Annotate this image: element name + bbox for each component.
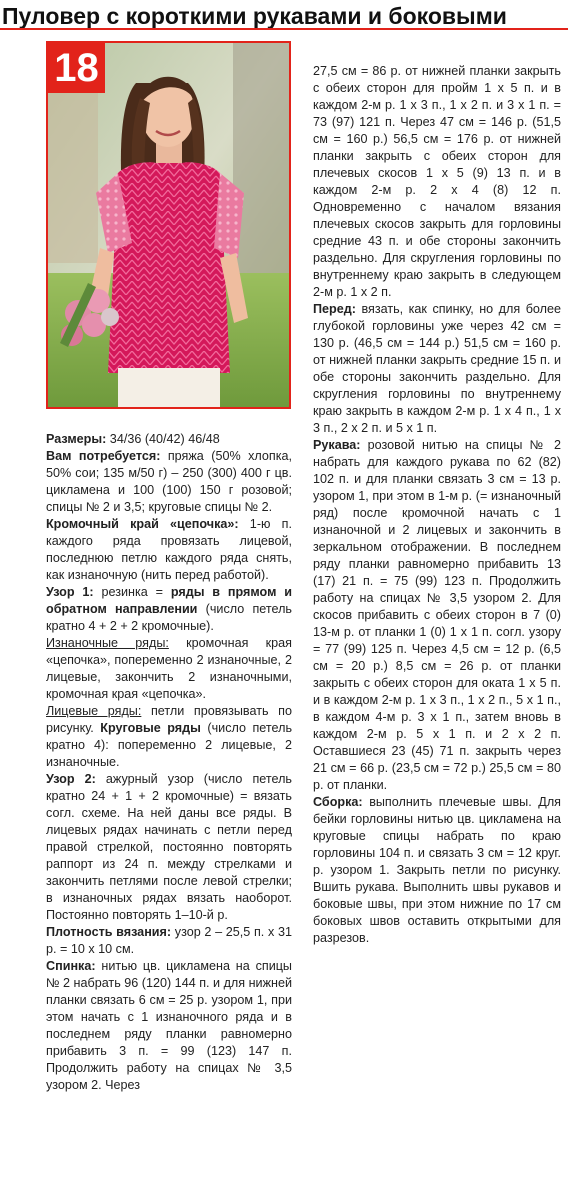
page-title: Пуловер с короткими рукавами и боковыми [0, 0, 568, 30]
front-paragraph: Перед: вязать, как спинку, но для более глубокой горловины уже через 42 см = 130 р. (46,5 см = 144 р.) 51,5 см = 160 р. от нижней планки закрыть средние 15 п. и обе стороны закончить раздельно. Для скругления горловины по внутреннему краю закрыть в каждом 2-м р. 1 х 4 п., 1 х 3 п., 2 х 2 п. и 5 х 1 п. [313, 302, 561, 435]
pattern-number-badge: 18 [48, 43, 105, 93]
pattern-1-paragraph: Узор 1: резинка = ряды в прямом и обратном направлении (число петель кратно 4 + 2 + 2 кромочные). [46, 585, 292, 633]
pattern-2-paragraph: Узор 2: ажурный узор (число петель кратно 24 + 1 + 2 кромочные) = вязать согл. схеме. На ней даны все ряды. В лицевых рядах начинать с петли перед правой стрелкой, постоянно повторять раппорт из 24 п. между стрелками и закончить петлями после левой стрелки; в изнаночных рядах вязать наоборот. Постоянно повторять 1–10-й р. [46, 772, 292, 922]
back-continued-paragraph: 27,5 см = 86 р. от нижней планки закрыть с обеих сторон для пройм 1 х 5 п. и в каждом 2-м р. 1 х 3 п., 1 х 2 п. и 3 х 1 п. = 73 (97) 121 п. Через 47 см = 146 р. (51,5 см = 160 р.) 56,5 см = 176 р. от нижней планки закрыть с обеих сторон для плечевых скосов 1 х 5 (9) 13 п. и в каждом 2-м р. 2 х 4 (8) 12 п. Одновременно с началом вязания плечевых скосов закрыть для горловины средние 43 п. и обе стороны закончить раздельно. Для скругления горловины по внутреннему краю закрыть в следующем 2-м р. 1 х 2 п. [313, 64, 561, 299]
knit-rows-paragraph: Лицевые ряды: петли провязывать по рисунку. Круговые ряды (число петель кратно 4): попеременно 2 лицевые, 2 изнаночные. [46, 704, 293, 769]
edge-stitch-paragraph: Кромочный край «цепочка»: 1-ю п. каждого ряда провязать лицевой, последнюю петлю каждого ряда снять, как изнаночную (нить перед работой). [46, 517, 292, 582]
purl-rows-paragraph: Изнаночные ряды: кромочная края «цепочка», попеременно 2 изнаночные, 2 лицевые, закончить 2 изнаночными, кромочная края «цепочка». [46, 636, 292, 701]
right-text-column [313, 63, 561, 947]
materials-paragraph: Вам потребуется: пряжа (50% хлопка, 50% сои; 135 м/50 г) – 250 (300) 400 г цв. цикламена и 100 (100) 150 г розовой; спицы № 2 и 3,5; круговые спицы № 2. [46, 449, 293, 514]
back-paragraph: Спинка: нитью цв. цикламена на спицы № 2 набрать 96 (120) 144 п. и для нижней планки связать 6 см = 25 р. узором 1, при этом начать с 1 изнаночного ряда и в последнем ряду планки равномерно прибавить 3 п. = 99 (123) 147 п. Продолжить работу на спицах № 3,5 узором 2. Через [46, 959, 292, 1092]
gauge-paragraph: Плотность вязания: узор 2 – 25,5 п. х 31 р. = 10 х 10 см. [46, 925, 292, 956]
assembly-paragraph: Сборка: выполнить плечевые швы. Для бейки горловины нитью цв. цикламена на круговые спицы набрать по краю горловины 104 п. и связать 3 см = 12 круг. р. узором 1. Закрыть петли по рисунку. Вшить рукава. Выполнить швы рукавов и боковые швы, при этом нижние по 17 см боковых швов оставить открытыми для разрезов. [313, 795, 561, 945]
left-text-column [46, 431, 292, 1094]
sleeves-paragraph: Рукава: розовой нитью на спицы № 2 набрать для каждого рукава по 62 (82) 102 п. и для планки связать 3 см = 13 р. узором 1, при этом в 1-м р. (= изнаночный ряд) после кромочной начать с 1 изнаночной и 2 лицевых и закончить в зеркальном отображении. В последнем ряду планки равномерно прибавить 13 (17) 21 п. = 75 (99) 123 п. Продолжить работу на спицах № 3,5 узором 2. Для скосов прибавить с обеих сторон в 7 (0) 13-м р. от планки 1 (0) 1 х 1 п. согл. узору = 77 (99) 125 п. Через 4,5 см = 12 р. (6,5 см = 20 р.) 8,5 см = 26 р. от планки закрыть с обеих сторон для оката 1 х 5 п. и в каждом 2-м р. 1 х 3 п., 1 х 2 п., 5 х 1 п., в каждом 4-м р. 3 х 1 п., затем вновь в каждом 2-м р. 5 х 1 п. и 2 х 2 п. Оставшиеся 23 (45) 71 п. закрыть через 21 см = 66 р. (23,5 см = 72 р.) 25,5 см = 80 р. от планки. [313, 438, 561, 792]
model-photo [46, 41, 291, 409]
sizes-paragraph: Размеры: 34/36 (40/42) 46/48 [46, 432, 220, 446]
